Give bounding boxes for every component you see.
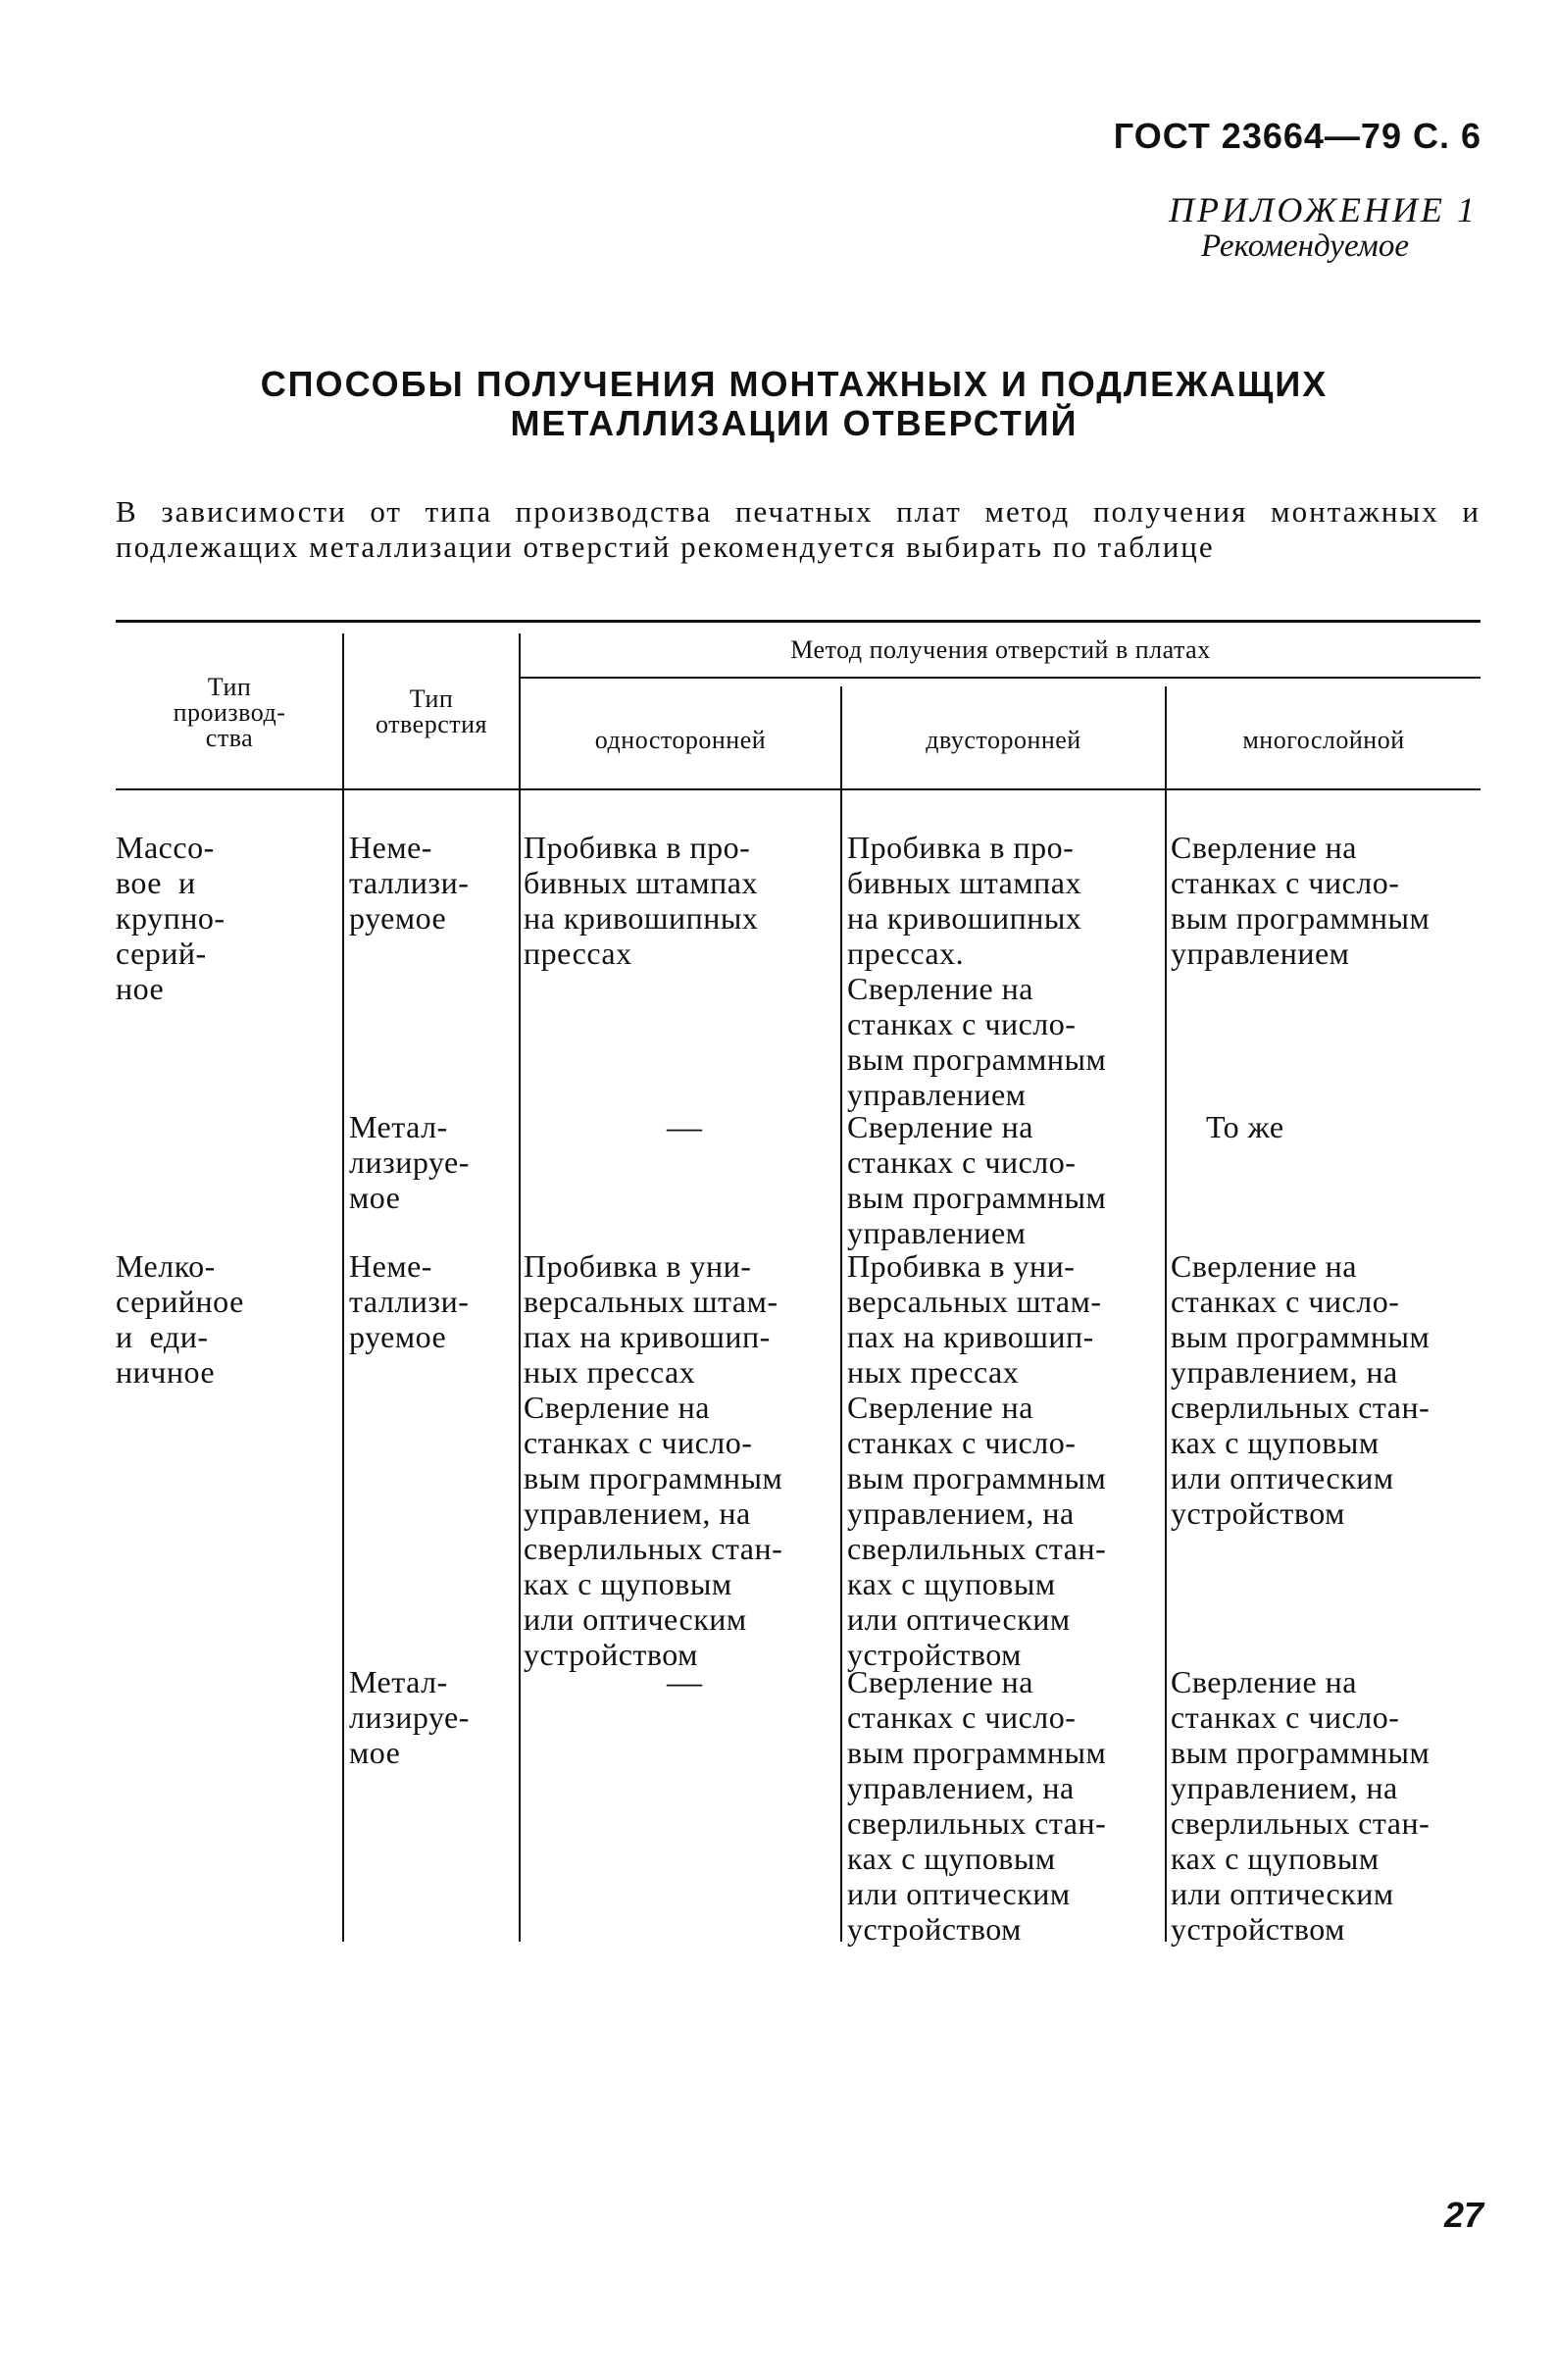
header-method-group: Метод получения отверстий в платах xyxy=(790,635,1211,664)
appendix-label: ПРИЛОЖЕНИЕ 1 xyxy=(1169,190,1478,229)
cell-multi-row2: То же xyxy=(1206,1109,1284,1144)
column-divider-4 xyxy=(1165,686,1167,1942)
cell-multi-row4: Сверление на станках с число- вым программным управлением, на сверлильных стан- ках с щуповым или оптическим устройством xyxy=(1171,1664,1431,1947)
intro-paragraph: В зависимости от типа производства печатных плат метод получения монтажных и подлежащих металлизации отверстий рекомендуется выбирать по таблице xyxy=(116,494,1481,564)
header-double-sided: двусторонней xyxy=(926,726,1081,754)
cell-single-row3: Пробивка в уни- версальных штам- пах на кривошип- ных прессах Сверление на станках с число- вым программным управлением, на сверлильных стан- ках с щуповым или оптическим устройством xyxy=(524,1248,783,1672)
column-divider-3 xyxy=(840,686,842,1942)
header-production-type: Тип производ- ства xyxy=(173,673,286,752)
header-hole-type: Тип отверстия xyxy=(376,684,487,738)
cell-multi-row1: Сверление на станках с число- вым программным управлением xyxy=(1171,830,1431,971)
cell-hole-type-row3: Неме- таллизи- руемое xyxy=(349,1248,470,1354)
title-line-1: СПОСОБЫ ПОЛУЧЕНИЯ МОНТАЖНЫХ И ПОДЛЕЖАЩИХ xyxy=(260,364,1329,404)
cell-double-row2: Сверление на станках с число- вым программным управлением xyxy=(847,1109,1107,1250)
cell-single-row4-dash: — xyxy=(667,1662,702,1701)
table-top-rule xyxy=(116,620,1481,623)
appendix-status: Рекомендуемое xyxy=(1200,228,1409,264)
cell-hole-type-row4: Метал- лизируе- мое xyxy=(349,1664,470,1770)
page-number: 27 xyxy=(1443,2195,1483,2235)
cell-hole-type-row2: Метал- лизируе- мое xyxy=(349,1109,470,1215)
method-header-rule xyxy=(520,677,1481,679)
column-divider-2 xyxy=(519,633,521,1942)
title-line-2: МЕТАЛЛИЗАЦИИ ОТВЕРСТИЙ xyxy=(510,403,1079,443)
cell-double-row4: Сверление на станках с число- вым программным управлением, на сверлильных стан- ках с щуповым или оптическим устройством xyxy=(847,1664,1107,1947)
page-title xyxy=(196,365,1392,443)
header-multilayer: многослойной xyxy=(1242,726,1405,754)
cell-hole-type-row1: Неме- таллизи- руемое xyxy=(349,830,470,936)
document-code: ГОСТ 23664—79 С. 6 xyxy=(1113,116,1481,156)
header-single-sided: односторонней xyxy=(594,726,767,754)
cell-single-row2-dash: — xyxy=(667,1107,702,1146)
cell-production-mass: Массо- вое и крупно- серий- ное xyxy=(116,830,226,1006)
cell-double-row3: Пробивка в уни- версальных штам- пах на кривошип- ных прессах Сверление на станках с число- вым программным управлением, на сверлильных стан- ках с щуповым или оптическим устройством xyxy=(847,1248,1107,1672)
header-bottom-rule xyxy=(116,788,1481,790)
column-divider-1 xyxy=(342,633,344,1942)
cell-single-row1: Пробивка в про- бивных штампах на кривошипных прессах xyxy=(524,830,759,971)
cell-production-small: Мелко- серийное и еди- ничное xyxy=(116,1248,244,1390)
cell-double-row1: Пробивка в про- бивных штампах на кривошипных прессах. Сверление на станках с число- вым программным управлением xyxy=(847,830,1107,1112)
cell-multi-row3: Сверление на станках с число- вым программным управлением, на сверлильных стан- ках с щуповым или оптическим устройством xyxy=(1171,1248,1431,1531)
